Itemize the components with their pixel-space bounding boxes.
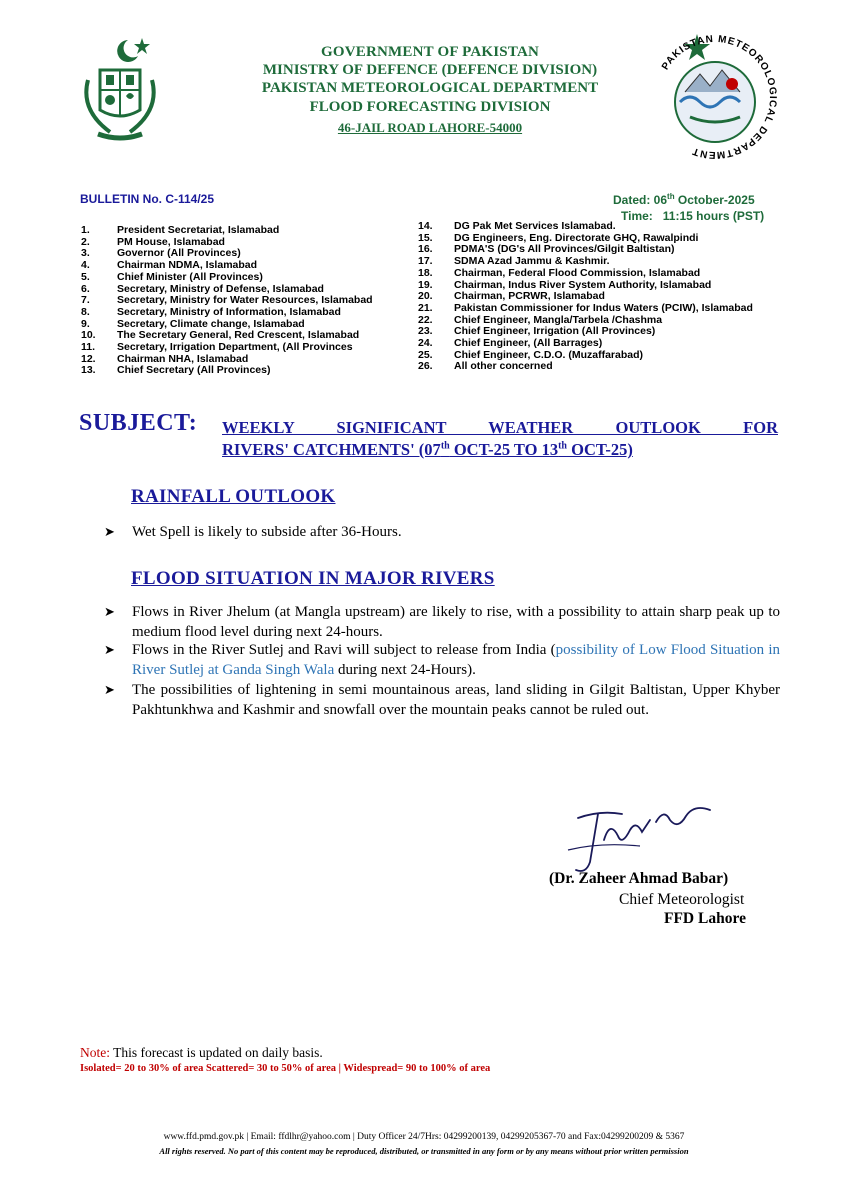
list-text: Chief Minister (All Provinces) [117, 270, 263, 283]
list-text: SDMA Azad Jammu & Kashmir. [454, 255, 610, 268]
list-number: 4. [81, 259, 90, 272]
flood-item-2 [104, 640, 780, 680]
list-text: PDMA'S (DG's All Provinces/Gilgit Baltistan) [454, 243, 675, 256]
distribution-left-item [81, 342, 373, 354]
list-text: Chief Engineer, (All Barrages) [454, 337, 603, 350]
list-number: 18. [418, 266, 433, 279]
list-text: Chairman NDMA, Islamabad [117, 259, 258, 272]
list-text: Chief Engineer, C.D.O. (Muzaffarabad) [454, 348, 644, 361]
bulletin-time: Time: 11:15 hours (PST) [621, 209, 765, 223]
list-text: Chief Engineer, Mangla/Tarbela /Chashma [454, 313, 663, 326]
header-division: FLOOD FORECASTING DIVISION [309, 99, 551, 115]
subject-line-2b: OCT-25 TO 13 [449, 440, 559, 459]
list-number: 23. [418, 325, 433, 338]
list-number: 21. [418, 301, 433, 314]
note-label: Note: [80, 1045, 110, 1060]
bulletin-number: BULLETIN No. C-114/25 [80, 192, 215, 206]
flood-item-2-text: Flows in the River Sutlej and Ravi will subject to release from India ( [132, 642, 556, 658]
note-text: This forecast is updated on daily basis. [110, 1045, 323, 1060]
flood-item-2-end: during next 24-Hours). [334, 662, 476, 678]
subject-line-1-text: WEEKLY SIGNIFICANT WEATHER OUTLOOK FOR [222, 418, 778, 437]
subject-line-2 [222, 440, 633, 460]
subject-line-1 [222, 418, 778, 438]
subject-sup-1: th [440, 440, 450, 452]
list-number: 13. [81, 364, 96, 377]
note-definitions: Isolated= 20 to 30% of area Scattered= 30 to 50% of area | Widespread= 90 to 100% of area [80, 1063, 491, 1074]
list-number: 22. [418, 313, 433, 326]
footer-rights: All rights reserved. No part of this content may be reproduced, distributed, or transmitted in any form or by any means without prior written permission [159, 1146, 689, 1156]
list-number: 12. [81, 352, 96, 365]
list-number: 2. [81, 235, 90, 248]
note [80, 1045, 323, 1061]
signatory-title: Chief Meteorologist [619, 891, 745, 908]
list-text: Secretary, Ministry for Water Resources, Islamabad [117, 294, 373, 307]
list-number: 5. [81, 270, 90, 283]
distribution-list-right [418, 221, 753, 373]
list-number: 6. [81, 282, 90, 295]
list-text: Secretary, Irrigation Department, (All Provinces [117, 341, 353, 354]
list-text: Chairman, Indus River System Authority, Islamabad [454, 278, 712, 291]
arrow-bullet-icon: ➤ [104, 604, 115, 619]
list-text: Chairman, PCRWR, Islamabad [454, 290, 605, 303]
flood-heading: FLOOD SITUATION IN MAJOR RIVERS [131, 568, 495, 589]
flood-item-2-highlight: possibility of Low Flood Situation in River Sutlej at Ganda Singh Wala [132, 642, 780, 678]
distribution-right-item [418, 221, 753, 233]
date-rest: October-2025 [674, 193, 755, 207]
list-text: DG Engineers, Eng. Directorate GHQ, Rawalpindi [454, 231, 699, 244]
header-ministry: MINISTRY OF DEFENCE (DEFENCE DIVISION) [262, 62, 598, 78]
bulletin-date [613, 192, 755, 207]
arrow-bullet-icon: ➤ [104, 682, 115, 697]
list-text: Pakistan Commissioner for Indus Waters (PCIW), Islamabad [454, 301, 753, 314]
list-text: Chairman, Federal Flood Commission, Islamabad [454, 266, 701, 279]
distribution-right-item [418, 303, 753, 315]
list-number: 17. [418, 255, 433, 268]
subject-line-2a: RIVERS' CATCHMENTS' (07 [222, 440, 441, 459]
list-number: 3. [81, 247, 90, 260]
list-text: Secretary, Climate change, Islamabad [117, 317, 305, 330]
list-number: 24. [418, 337, 433, 350]
arrow-bullet-icon: ➤ [104, 642, 115, 657]
list-text: Secretary, Ministry of Defense, Islamabad [117, 282, 324, 295]
list-number: 1. [81, 224, 90, 236]
subject-line-2c: OCT-25) [566, 440, 633, 459]
header-address: 46-JAIL ROAD LAHORE-54000 [337, 120, 523, 135]
header-government: GOVERNMENT OF PAKISTAN [320, 44, 540, 60]
pmd-logo-text: PAKISTAN METEOROLOGICAL DEPARTMENT [659, 33, 779, 161]
list-number: 8. [81, 305, 90, 318]
list-text: Chief Secretary (All Provinces) [117, 364, 271, 377]
list-text: All other concerned [454, 360, 553, 373]
header-department: PAKISTAN METEOROLOGICAL DEPARTMENT [261, 80, 599, 96]
distribution-right-item [418, 361, 753, 373]
government-emblem [70, 30, 170, 150]
distribution-list-left [81, 225, 373, 377]
list-text: DG Pak Met Services Islamabad. [454, 220, 616, 232]
list-text: Chief Engineer, Irrigation (All Provinces) [454, 325, 656, 338]
handwritten-signature [560, 790, 730, 880]
list-number: 7. [81, 294, 90, 307]
list-number: 11. [81, 341, 96, 354]
list-text: The Secretary General, Red Crescent, Islamabad [117, 329, 360, 342]
rainfall-item-text: Wet Spell is likely to subside after 36-Hours. [132, 524, 402, 540]
distribution-right-item [418, 268, 753, 280]
date-label: Dated: 06 [613, 193, 668, 207]
list-text: PM House, Islamabad [117, 235, 225, 248]
list-number: 25. [418, 348, 433, 361]
footer-contact: www.ffd.pmd.gov.pk | Email: ffdlhr@yahoo.com | Duty Officer 24/7Hrs: 04299200139, 04299205367-70 and Fax:04299200209 & 5367 [163, 1132, 685, 1142]
signatory-name: (Dr. Zaheer Ahmad Babar) [549, 870, 729, 887]
list-number: 20. [418, 290, 433, 303]
signatory-office: FFD Lahore [664, 910, 746, 927]
rainfall-heading: RAINFALL OUTLOOK [131, 486, 336, 507]
distribution-left-item [81, 365, 373, 377]
list-number: 19. [418, 278, 433, 291]
rainfall-item [104, 522, 780, 542]
distribution-right-item [418, 338, 753, 350]
distribution-left-item [81, 307, 373, 319]
date-sup: th [667, 192, 675, 201]
subject-label: SUBJECT: [79, 410, 198, 436]
list-number: 14. [418, 220, 433, 232]
list-number: 15. [418, 231, 433, 244]
list-number: 10. [81, 329, 96, 342]
list-number: 9. [81, 317, 90, 330]
flood-item-1 [104, 602, 780, 642]
list-text: Chairman NHA, Islamabad [117, 352, 249, 365]
flood-item-3-text: The possibilities of lightening in semi mountainous areas, land sliding in Gilgit Baltistan, Upper Khyber Pakhtunkhwa and Kashmir and snowfall over the mountain peaks cannot be ruled out. [132, 682, 780, 718]
list-number: 16. [418, 243, 433, 256]
distribution-left-item [81, 225, 373, 237]
list-text: Governor (All Provinces) [117, 247, 241, 260]
subject-sup-2: th [558, 440, 567, 452]
list-number: 26. [418, 360, 433, 373]
arrow-bullet-icon: ➤ [104, 524, 115, 539]
distribution-left-item [81, 272, 373, 284]
flood-item-1-text: Flows in River Jhelum (at Mangla upstream) are likely to rise, with a possibility to attain sharp peak up to medium flood level during next 24-hours. [132, 604, 780, 640]
flood-item-3 [104, 680, 780, 720]
pmd-logo [640, 22, 790, 172]
list-text: President Secretariat, Islamabad [117, 224, 280, 236]
list-text: Secretary, Ministry of Information, Islamabad [117, 305, 341, 318]
